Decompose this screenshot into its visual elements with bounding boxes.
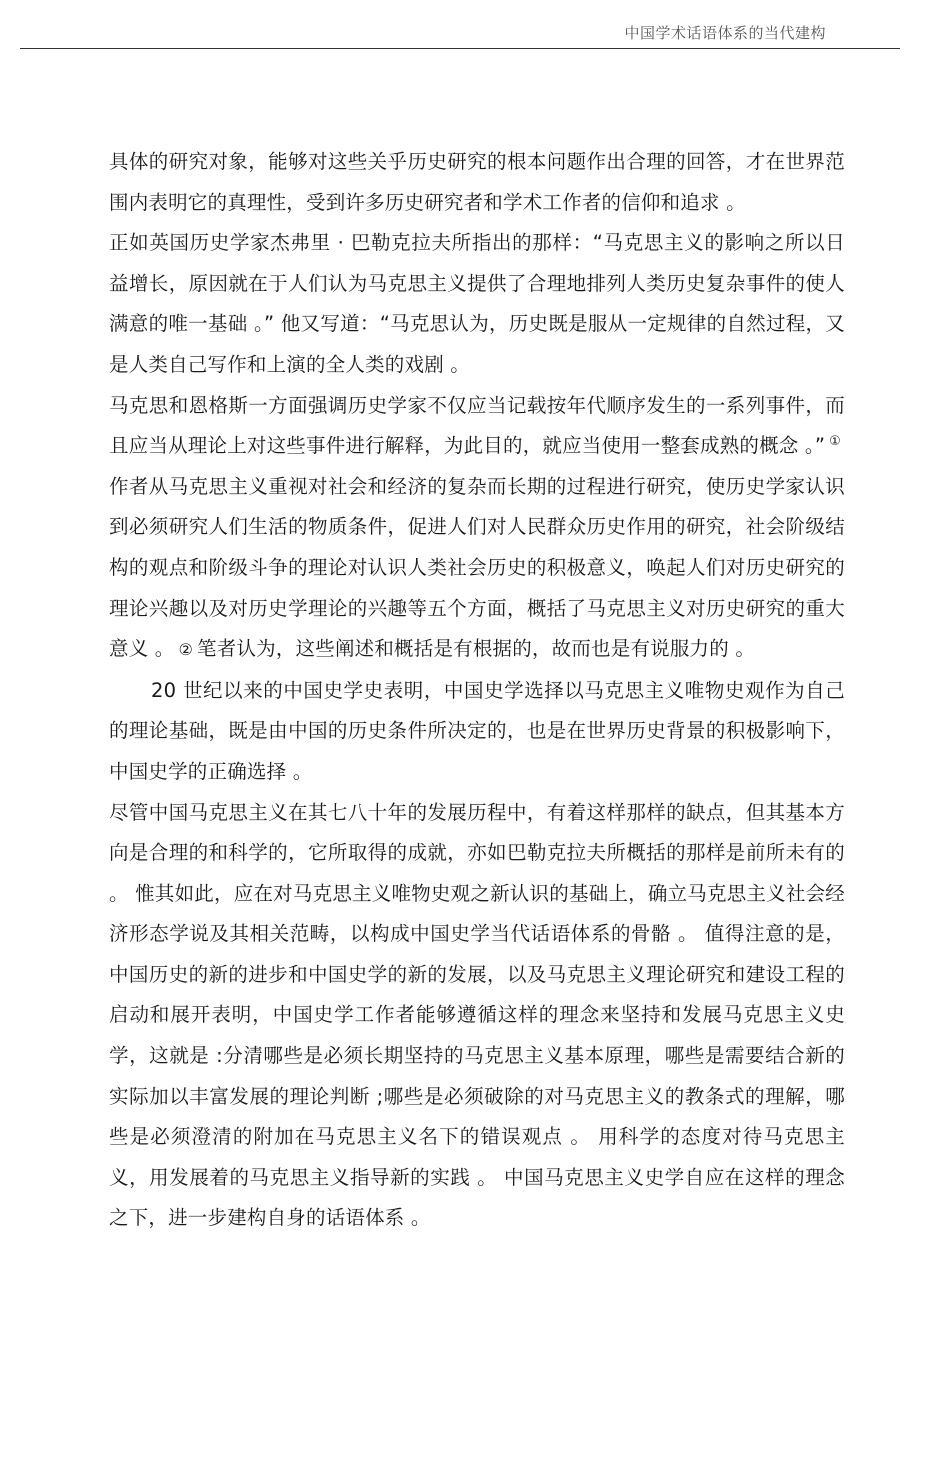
footnote-ref-2[interactable]: ②: [178, 640, 194, 660]
running-header-title: 中国学术话语体系的当代建构: [624, 24, 826, 42]
paragraph-1: 具体的研究对象，能够对这些关乎历史研究的根本问题作出合理的回答，才在世界范围内表明它的真理性，受到许多历史研究者和学术工作者的信仰和追求 。: [109, 150, 845, 214]
paragraph-3-part-b: 作者从马克思主义重视对社会和经济的复杂而长期的过程进行研究，使历史学家认识到必须研究人们生活的物质条件，促进人们对人民群众历史作用的研究，社会阶级结构的观点和阶级斗争的理论对认识人类社会历史的积极意义，唤起人们对历史研究的理论兴趣以及对历史学理论的兴趣等五个方面，概括了马克思主义对历史研究的重大意义 。: [109, 474, 845, 661]
paragraph-4: 20 世纪以来的中国史学史表明，中国史学选择以马克思主义唯物史观作为自己的理论基础，既是由中国的历史条件所决定的，也是在世界历史背景的积极影响下，中国史学的正确选择 。: [109, 678, 845, 783]
paragraph-5: 尽管中国马克思主义在其七八十年的发展历程中，有着这样那样的缺点，但其基本方向是合理的和科学的，它所取得的成就，亦如巴勒克拉夫所概括的那样是前所未有的 。 惟其如此，应在对马克思主义唯物史观之新认识的基础上，确立马克思主义社会经济形态学说及其相关范畴，以构成中国史学当代话语体系的骨骼 。 值得注意的是，中国历史的新的进步和中国史学的新的发展，以及马克思主义理论研究和建设工程的启动和展开表明，中国史学工作者能够遵循这样的理念来坚持和发展马克思主义史学，这就是 :分清哪些是必须长期坚持的马克思主义基本原理，哪些是需要结合新的实际加以丰富发展的理论判断 ;哪些是必须破除的对马克思主义的教条式的理解，哪些是必须澄清的附加在马克思主义名下的错误观点 。 用科学的态度对待马克思主义，用发展着的马克思主义指导新的实践 。 中国马克思主义史学自应在这样的理念之下，进一步建构自身的话语体系 。: [109, 800, 845, 1230]
page-header: [20, 0, 900, 49]
paragraph-3: [109, 386, 845, 671]
paragraph-3-part-c: 笔者认为，这些阐述和概括是有根据的，故而也是有说服力的 。: [197, 637, 756, 661]
paragraph-3-part-a: 马克思和恩格斯一方面强调历史学家不仅应当记载按年代顺序发生的一系列事件，而且应当从理论上对这些事件进行解释，为此目的，就应当使用一整套成熟的概念 。”: [109, 393, 845, 458]
article-body: [109, 142, 845, 1239]
footnote-ref-1[interactable]: ①: [829, 433, 842, 449]
paragraph-2: 正如英国历史学家杰弗里 · 巴勒克拉夫所指出的那样：“马克思主义的影响之所以日益增长，原因就在于人们认为马克思主义提供了合理地排列人类历史复杂事件的使人满意的唯一基础 。” 他又写道：“马克思认为，历史既是服从一定规律的自然过程，又是人类自己写作和上演的全人类的戏剧 。: [109, 231, 845, 376]
